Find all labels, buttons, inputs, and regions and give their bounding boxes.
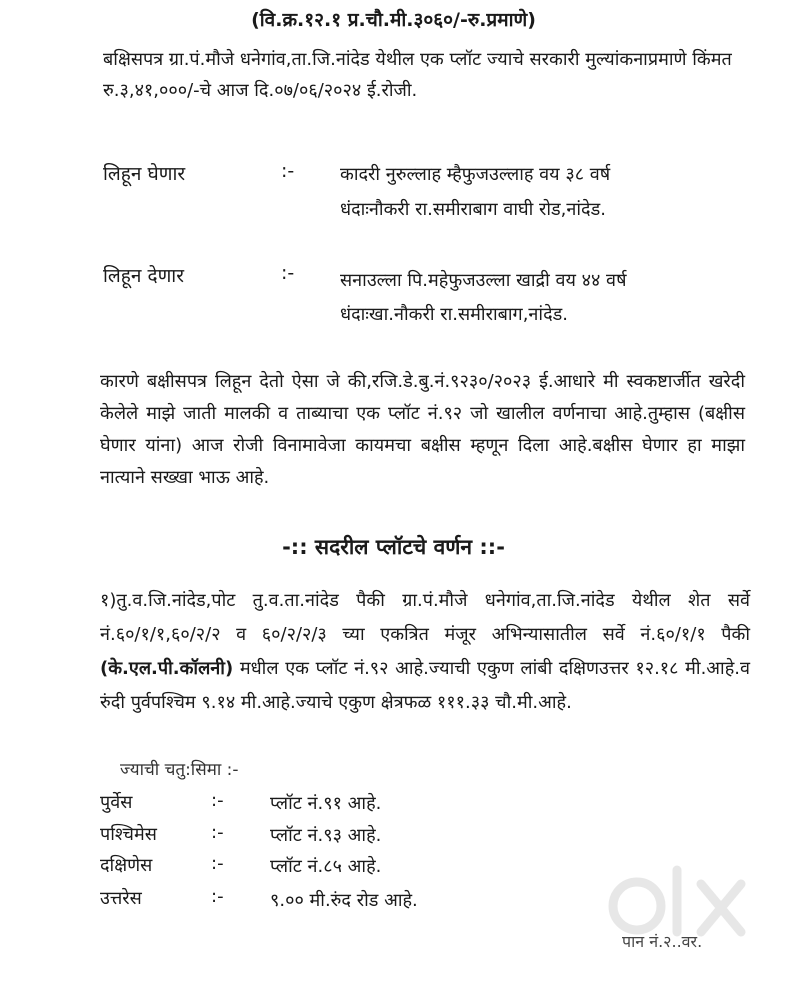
boundary-direction: पुर्वेस <box>100 792 133 813</box>
stamp-duty-note: (वि.क्र.१२.१ प्र.चौ.मी.३०६०/-रु.प्रमाणे) <box>251 9 536 31</box>
boundary-value: प्लॉट नं.९३ आहे. <box>270 825 382 846</box>
party-separator: :- <box>281 262 295 284</box>
boundary-value: ९.०० मी.रुंद रोड आहे. <box>270 890 418 911</box>
party-label: लिहून घेणार <box>103 163 186 185</box>
party-occupation-line: धंदाःखा.नौकरी रा.समीराबाग,नांदेड. <box>340 304 568 325</box>
colony-name: (के.एल.पी.कॉलनी) <box>100 658 234 679</box>
boundaries-intro: ज्याची चतु:सिमा :- <box>120 760 239 780</box>
description-part-1: १)तु.व.जि.नांदेड,पोट तु.व.ता.नांदेड पैकी ग्रा.पं.मौजे धनेगांव,ता.जि.नांदेड येथील शेत सर्वे नं.६०/१/१,६०/२/२ व ६०/२/२/३ च्या एकत्रित मंजूर अभिन्यासातील सर्वे नं.६०/१/१ पैकी <box>100 590 750 645</box>
party-occupation-line: धंदाःनौकरी रा.समीराबाग वाघी रोड,नांदेड. <box>340 199 606 220</box>
intro-paragraph: बक्षिसपत्र ग्रा.पं.मौजे धनेगांव,ता.जि.नांदेड येथील एक प्लॉट ज्याचे सरकारी मुल्यांकनाप्रमाणे किंमत रु.३,४१,०००/-चे आज दि.०७/०६/२०२४ ई.रोजी. <box>103 49 732 101</box>
boundary-separator: :- <box>211 790 224 811</box>
page-continuation-note: पान नं.२..वर. <box>622 932 703 951</box>
boundary-direction: दक्षिणेस <box>100 855 153 876</box>
boundary-direction: पश्चिमेस <box>100 824 157 845</box>
gift-deed-body: कारणे बक्षीसपत्र लिहून देतो ऐसा जे की,रजि.डे.बु.नं.९२३०/२०२३ ई.आधारे मी स्वकष्टार्जीत खरेदी केलेले माझे जाती मालकी व ताब्याचा एक प्लॉट नं.९२ जो खालील वर्णनाचा आहे.तुम्हास (बक्षीस घेणार यांना) आज रोजी विनामावेजा कायमचा बक्षीस म्हणून दिला आहे.बक्षीस घेणार हा माझा नात्याने सख्खा भाऊ आहे. <box>100 371 745 488</box>
description-part-2: मधील एक प्लॉट नं.९२ आहे.ज्याची एकुण लांबी दक्षिणउत्तर १२.१८ मी.आहे.व रुंदी पुर्वपश्चिम ९.१४ मी.आहे.ज्याचे एकुण क्षेत्रफळ १११.३३ चौ.मी.आहे. <box>100 658 750 713</box>
olx-watermark-logo <box>605 858 755 948</box>
party-separator: :- <box>281 160 295 182</box>
boundary-value: प्लॉट नं.९१ आहे. <box>270 793 382 814</box>
boundary-direction: उत्तरेस <box>100 888 142 909</box>
party-name-line: कादरी नुरुल्लाह म्हैफुजउल्लाह वय ३८ वर्ष <box>340 164 611 185</box>
boundary-separator: :- <box>211 822 224 843</box>
plot-description <box>100 584 750 720</box>
boundary-separator: :- <box>211 886 224 907</box>
party-name-line: सनाउल्ला पि.महेफुजउल्ला खाद्री वय ४४ वर्ष <box>340 270 627 291</box>
section-title: -:: सदरील प्लॉटचे वर्णन ::- <box>282 535 505 559</box>
boundary-value: प्लॉट नं.८५ आहे. <box>270 856 382 877</box>
boundary-separator: :- <box>211 853 224 874</box>
party-label: लिहून देणार <box>103 265 184 287</box>
